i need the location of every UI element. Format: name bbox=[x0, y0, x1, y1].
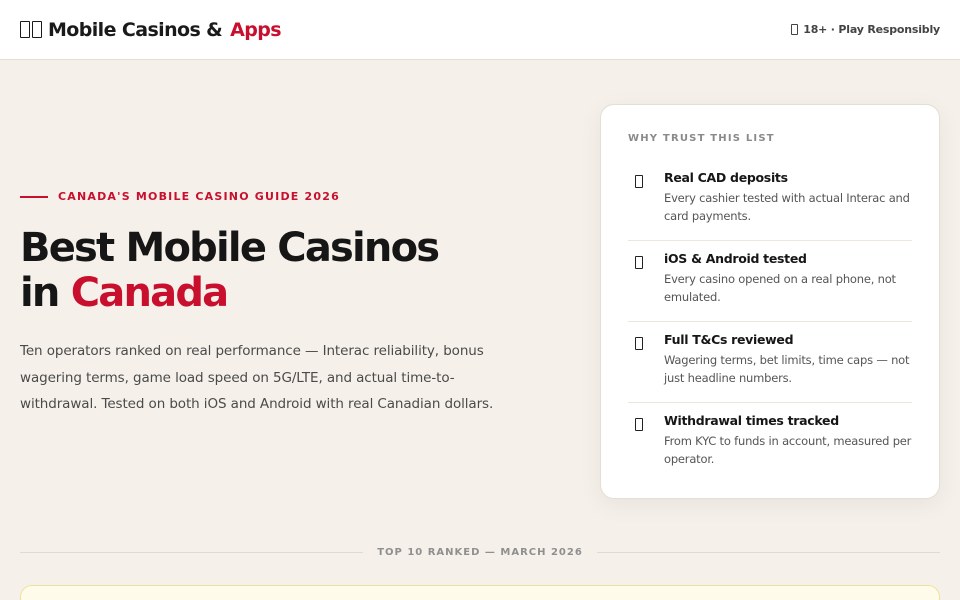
ranking-label: TOP 10 RANKED — MARCH 2026 bbox=[377, 546, 583, 558]
phone-icon bbox=[628, 251, 650, 310]
logo-accent: Apps bbox=[230, 18, 281, 41]
age-badge-icon bbox=[791, 24, 798, 35]
eyebrow-rule bbox=[20, 196, 48, 198]
trust-item bbox=[628, 160, 912, 241]
hero-eyebrow bbox=[20, 190, 340, 203]
trust-item-title: Real CAD deposits bbox=[664, 170, 788, 185]
trust-item bbox=[628, 241, 912, 322]
trust-item-text: Every casino opened on a real phone, not emulated. bbox=[664, 272, 896, 304]
title-line-2-accent: Canada bbox=[70, 270, 228, 316]
trust-item-title: iOS & Android tested bbox=[664, 251, 807, 266]
featured-casino-card[interactable] bbox=[20, 585, 940, 600]
trust-item-text: Every cashier tested with actual Interac and card payments. bbox=[664, 191, 910, 223]
clock-icon bbox=[628, 413, 650, 473]
trust-item-text: Wagering terms, bet limits, time caps — not just headline numbers. bbox=[664, 353, 910, 385]
trust-item-title: Full T&Cs reviewed bbox=[664, 332, 794, 347]
trust-item bbox=[628, 403, 912, 484]
divider-line-left bbox=[20, 552, 363, 553]
page-title bbox=[20, 226, 540, 316]
responsible-gambling-notice bbox=[791, 23, 940, 36]
site-header bbox=[0, 0, 960, 60]
responsible-text: 18+ · Play Responsibly bbox=[803, 23, 940, 36]
trust-item-text: From KYC to funds in account, measured per operator. bbox=[664, 434, 912, 466]
trust-item bbox=[628, 322, 912, 403]
divider-line-right bbox=[597, 552, 940, 553]
site-logo[interactable] bbox=[20, 19, 281, 41]
phone-glyphs-icon bbox=[20, 21, 42, 38]
trust-card bbox=[600, 104, 940, 499]
title-line-2-prefix: in bbox=[20, 270, 59, 316]
hero-description: Ten operators ranked on real performance — Interac reliability, bonus wagering terms, game load speed on 5G/LTE, and actual time-to-withdrawal. Tested on both iOS and Android with real Canadian dollars. bbox=[20, 343, 494, 412]
logo-text: Mobile Casinos & bbox=[48, 18, 223, 41]
title-line-1: Best Mobile Casinos bbox=[20, 225, 439, 271]
money-icon bbox=[628, 170, 650, 229]
eyebrow-text: CANADA'S MOBILE CASINO GUIDE 2026 bbox=[58, 190, 340, 203]
document-icon bbox=[628, 332, 650, 391]
trust-item-title: Withdrawal times tracked bbox=[664, 413, 839, 428]
ranking-divider bbox=[20, 544, 940, 560]
trust-heading: WHY TRUST THIS LIST bbox=[628, 133, 775, 144]
